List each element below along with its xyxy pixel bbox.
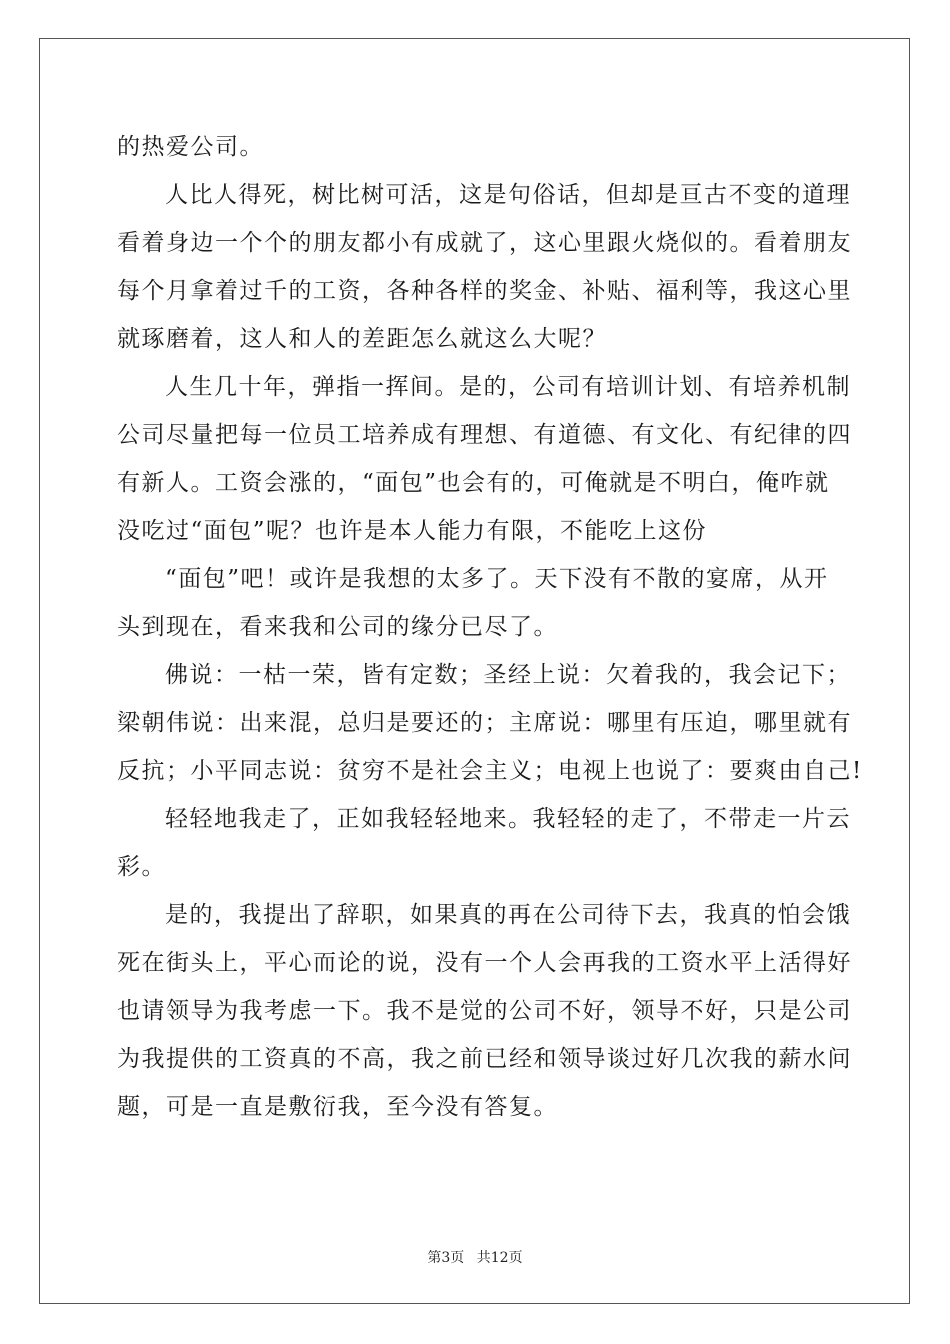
paragraph xyxy=(117,891,852,1131)
paragraph xyxy=(117,123,837,171)
text-line: 人比人得死，树比树可活，这是句俗话，但却是亘古不变的道理 xyxy=(165,182,851,208)
text-line: 就琢磨着，这人和人的差距怎么就这么大呢？ xyxy=(117,326,607,352)
text-line: 佛说：一枯一荣，皆有定数；圣经上说：欠着我的，我会记下； xyxy=(165,662,851,688)
paragraph xyxy=(117,651,863,795)
page-number: 第3页 xyxy=(427,1250,465,1266)
text-line: 为我提供的工资真的不高，我之前已经和领导谈过好几次我的薪水问 xyxy=(117,1046,852,1072)
document-body xyxy=(117,123,863,1131)
paragraph xyxy=(117,171,852,363)
text-line: 题，可是一直是敷衍我，至今没有答复。 xyxy=(117,1094,558,1120)
text-line: 的热爱公司。 xyxy=(117,134,264,160)
text-line: 梁朝伟说：出来混，总归是要还的；主席说：哪里有压迫，哪里就有 xyxy=(117,710,852,736)
text-line: 死在街头上，平心而论的说，没有一个人会再我的工资水平上活得好 xyxy=(117,950,852,976)
page-total: 共12页 xyxy=(476,1250,523,1266)
text-line: 轻轻地我走了，正如我轻轻地来。我轻轻的走了，不带走一片云 xyxy=(165,806,851,832)
text-line: 每个月拿着过千的工资，各种各样的奖金、补贴、福利等，我这心里 xyxy=(117,278,852,304)
text-line: 也请领导为我考虑一下。我不是觉的公司不好，领导不好，只是公司 xyxy=(117,998,852,1024)
text-line: 头到现在，看来我和公司的缘分已尽了。 xyxy=(117,614,558,640)
text-line: 没吃过“面包”呢？也许是本人能力有限，不能吃上这份 xyxy=(117,518,708,544)
text-line: “面包”吧！或许是我想的太多了。天下没有不散的宴席，从开 xyxy=(165,566,829,592)
paragraph xyxy=(117,795,851,891)
text-line: 人生几十年，弹指一挥间。是的，公司有培训计划、有培养机制 xyxy=(165,374,851,400)
text-line: 反抗；小平同志说：贫穷不是社会主义；电视上也说了：要爽由自己! xyxy=(117,758,863,784)
text-line: 有新人。工资会涨的，“面包”也会有的，可俺就是不明白，俺咋就 xyxy=(117,470,830,496)
text-line: 是的，我提出了辞职，如果真的再在公司待下去，我真的怕会饿 xyxy=(165,902,851,928)
paragraph xyxy=(117,363,852,555)
page-footer xyxy=(0,1247,950,1267)
text-line: 公司尽量把每一位员工培养成有理想、有道德、有文化、有纪律的四 xyxy=(117,422,852,448)
paragraph xyxy=(117,555,837,651)
text-line: 看着身边一个个的朋友都小有成就了，这心里跟火烧似的。看着朋友 xyxy=(117,230,852,256)
text-line: 彩。 xyxy=(117,854,166,880)
